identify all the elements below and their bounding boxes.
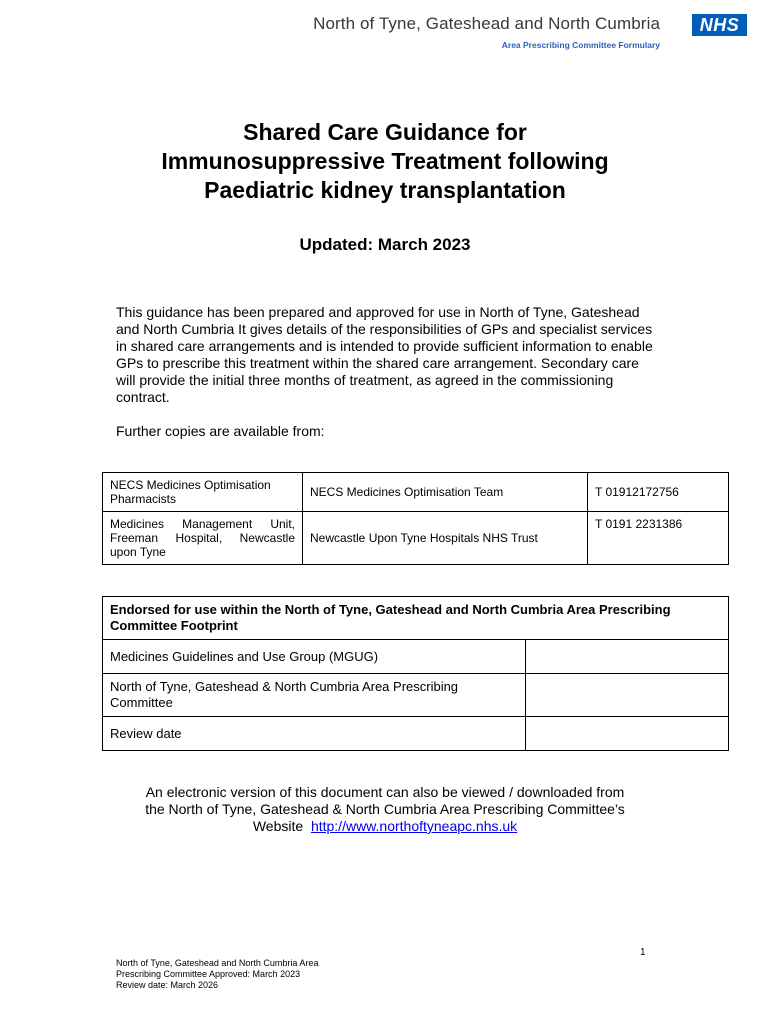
- endorsement-value: [526, 640, 729, 674]
- updated-date: Updated: March 2023: [299, 235, 471, 254]
- contact-who: NECS Medicines Optimisation Pharmacists: [103, 473, 303, 512]
- endorsement-label: North of Tyne, Gateshead & North Cumbria Area Prescribing Committee: [103, 674, 526, 717]
- electronic-line-1: An electronic version of this document can also be viewed / downloaded from: [145, 784, 625, 800]
- table-row: [103, 640, 729, 674]
- footer-line-1: North of Tyne, Gateshead and North Cumbria Area: [116, 958, 319, 968]
- contacts-table: [102, 472, 729, 565]
- endorsement-label: Medicines Guidelines and Use Group (MGUG): [103, 640, 526, 674]
- title-line-1: Shared Care Guidance for: [243, 119, 527, 145]
- table-row: [103, 473, 729, 512]
- contact-who: Medicines Management Unit, Freeman Hospital, Newcastle upon Tyne: [103, 512, 303, 565]
- title-line-3: Paediatric kidney transplantation: [204, 177, 566, 203]
- intro-paragraph: This guidance has been prepared and approved for use in North of Tyne, Gateshead and North Cumbria It gives details of the responsibilities of GPs and specialist services in shared care arrangements and is intended to provide sufficient information to enable GPs to prescribe this treatment within the shared care arrangement. Secondary care will provide the initial three months of treatment, as agreed in the commissioning contract.: [116, 304, 653, 405]
- document-title: [90, 118, 680, 205]
- contact-org: Newcastle Upon Tyne Hospitals NHS Trust: [303, 512, 588, 565]
- website-link[interactable]: http://www.northoftyneapc.nhs.uk: [310, 818, 518, 834]
- table-row: [103, 597, 729, 640]
- contact-phone: T 0191 2231386: [588, 512, 729, 565]
- title-line-2: Immunosuppressive Treatment following: [161, 148, 609, 174]
- electronic-line-2: the North of Tyne, Gateshead & North Cumbria Area Prescribing Committee’s: [145, 801, 625, 817]
- electronic-line-3: [100, 818, 670, 835]
- endorsement-table: [102, 596, 729, 751]
- header-subtitle: Area Prescribing Committee Formulary: [501, 40, 660, 50]
- table-row: [103, 512, 729, 565]
- endorsement-label: Review date: [103, 717, 526, 751]
- endorsement-value: [526, 674, 729, 717]
- footer-line-3: Review date: March 2026: [116, 980, 219, 990]
- contact-org: NECS Medicines Optimisation Team: [303, 473, 588, 512]
- page-number: 1: [640, 947, 646, 958]
- electronic-version-note: [100, 784, 670, 835]
- table-row: [103, 717, 729, 751]
- header-organisation: North of Tyne, Gateshead and North Cumbria: [313, 14, 660, 33]
- website-label: Website: [252, 818, 304, 834]
- contact-phone: T 01912172756: [588, 473, 729, 512]
- footer: [116, 958, 416, 991]
- footer-line-2: Prescribing Committee Approved: March 2023: [116, 969, 301, 979]
- table-row: [103, 674, 729, 717]
- nhs-logo: NHS: [692, 14, 747, 36]
- endorsement-value: [526, 717, 729, 751]
- endorsement-heading: Endorsed for use within the North of Tyne, Gateshead and North Cumbria Area Prescribing Committee Footprint: [103, 597, 729, 640]
- copies-text: Further copies are available from:: [116, 423, 325, 439]
